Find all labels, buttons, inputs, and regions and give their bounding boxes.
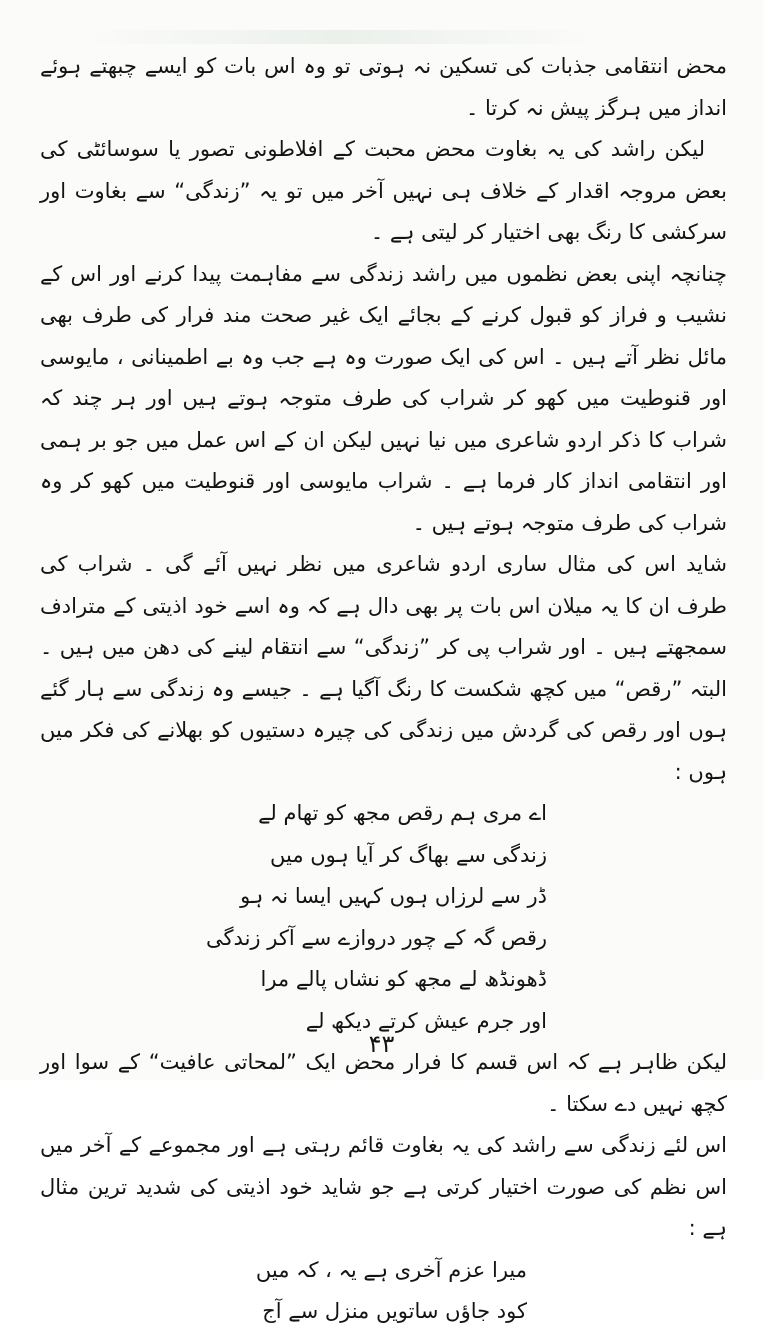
paragraph-3: چنانچہ اپنی بعض نظموں میں راشد زندگی سے مفاہمت پیدا کرنے اور اس کے نشیب و فراز کو قبول کرنے کے بجائے ایک غیر صحت مند فرار کی طرف بھی مائل نظر آتے ہیں ۔ اس کی ایک صورت وہ ہے جب وہ بے اطمینانی ، مایوسی اور قنوطیت میں کھو کر شراب کی طرف متوجہ ہوتے ہیں اور ہر چند کہ شراب کا ذکر اردو شاعری میں نیا نہیں لیکن ان کے اس عمل میں جو بر ہمی اور انتقامی انداز کار فرما ہے ۔ شراب مایوسی اور قنوطیت میں کھو کر وہ شراب کی طرف متوجہ ہوتے ہیں ۔ (40, 261, 727, 535)
verse-line: اے مری ہم رقص مجھ کو تھام لے (258, 801, 547, 825)
verse-line: کود جاؤں ساتویں منزل سے آج (262, 1299, 527, 1323)
paragraph-4: شاید اس کی مثال ساری اردو شاعری میں نظر نہیں آئے گی ۔ شراب کی طرف ان کا یہ میلان اس بات پر بھی دال ہے کہ وہ اسے خود اذیتی کے مترادف سمجھتے ہیں ۔ اور شراب پی کر ”زندگی“ سے انتقام لینے کی دھن میں ہیں ۔ البتہ ”رقص“ میں کچھ شکست کا رنگ آگیا ہے ۔ جیسے وہ زندگی سے ہار گئے ہوں اور رقص کی گردش میں زندگی کی چیرہ دستیوں کو بھلانے کی فکر میں ہوں : (40, 552, 727, 784)
paragraph-1: محض انتقامی جذبات کی تسکین نہ ہوتی تو وہ اس بات کو ایسے چبھتے ہوئے انداز میں ہرگز پیش نہ کرتا ۔ (40, 54, 727, 120)
paragraph-2: لیکن راشد کی یہ بغاوت محض محبت کے افلاطونی تصور یا سوسائٹی کی بعض مروجہ اقدار کے خلاف ہی نہیں آخر میں تو یہ ”زندگی“ سے بغاوت اور سرکشی کا رنگ بھی اختیار کر لیتی ہے ۔ (40, 137, 727, 244)
body-text (40, 46, 727, 1333)
verse-line: اور جرم عیش کرتے دیکھ لے (305, 1008, 547, 1033)
verse-line: زندگی سے بھاگ کر آیا ہوں میں (270, 842, 547, 867)
poem-excerpt-final (40, 1250, 727, 1333)
page-number: ۴۳ (368, 1030, 395, 1058)
verse-line: ڈر سے لرزاں ہوں کہیں ایسا نہ ہو (240, 884, 547, 908)
verse-line: میرا عزم آخری ہے یہ ، کہ میں (255, 1257, 527, 1282)
poem-excerpt-raqs (40, 793, 727, 1042)
paragraph-6: اس لئے زندگی سے راشد کی یہ بغاوت قائم رہتی ہے اور مجموعے کے آخر میں اس نظم کی صورت اختیار کرتی ہے جو شاید خود اذیتی کی شدید ترین مثال ہے : (40, 1133, 727, 1240)
paper-stain (90, 30, 590, 44)
verse-line: ڈھونڈھ لے مجھ کو نشاں پالے مرا (260, 967, 547, 991)
verse-line: رقص گہ کے چور دروازے سے آکر زندگی (206, 925, 547, 950)
paragraph-5: لیکن ظاہر ہے کہ اس قسم کا فرار محض ایک ”لمحاتی عافیت“ کے سوا اور کچھ نہیں دے سکتا ۔ (40, 1050, 727, 1116)
